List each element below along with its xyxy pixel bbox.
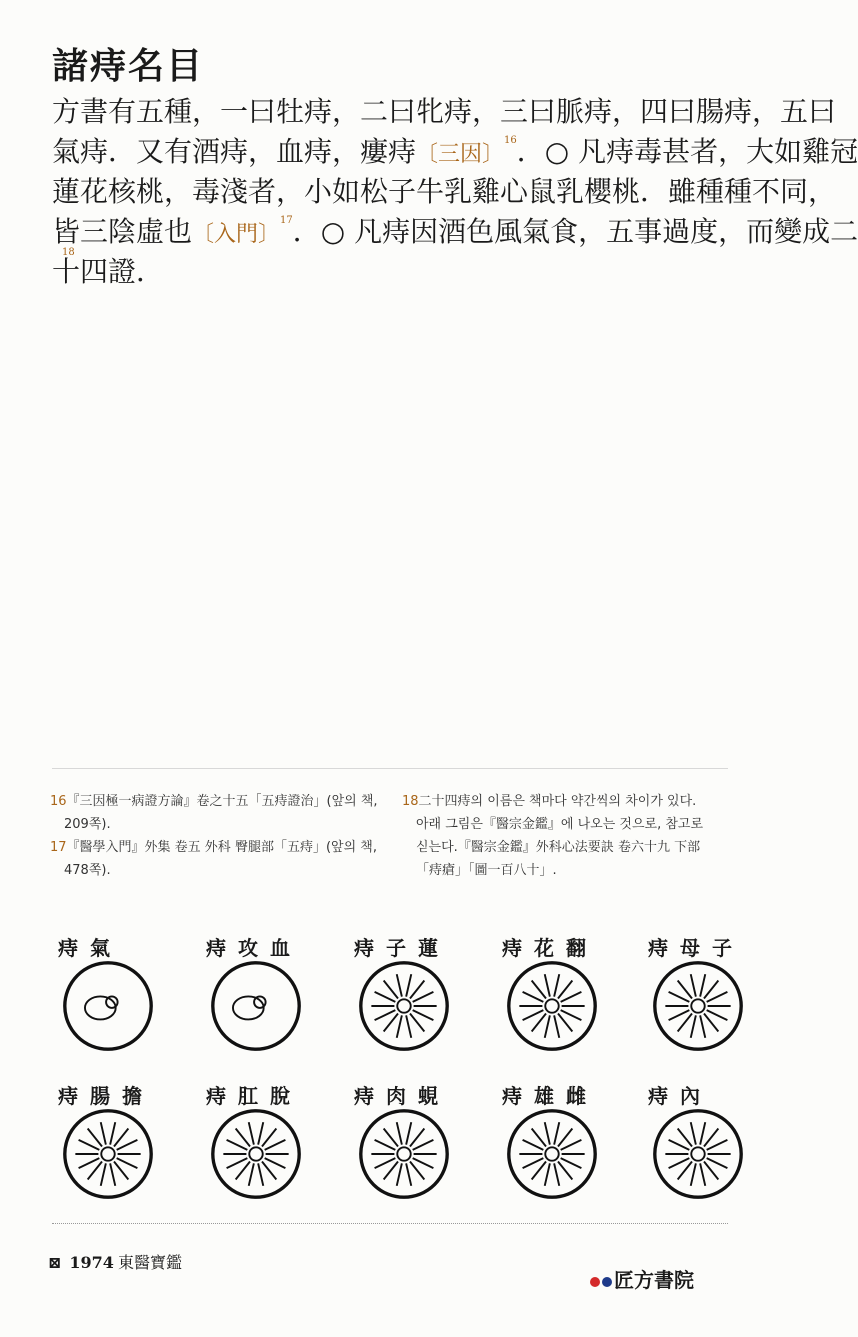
diagram-label: 痔氣 (58, 936, 122, 960)
diagram-label: 痔肛脫 (206, 1084, 302, 1108)
page-mark-icon: ⊠ (48, 1253, 62, 1272)
text-segment: ．○ 凡痔毒甚者，大如雞冠 (516, 135, 858, 168)
text-segment: ．○ 凡痔因酒色風氣食，五事過度，而變成二 (292, 215, 858, 248)
text-segment: 氣痔．又有酒痔，血痔，瘻痔 (52, 135, 417, 168)
footnote-marker[interactable]: 18 (62, 247, 75, 258)
diagram-label: 痔子蓮 (354, 936, 450, 960)
hemorrhoid-diagram (650, 1106, 746, 1202)
footnote-divider (52, 768, 728, 769)
diagram-label: 痔母子 (648, 936, 744, 960)
footnote-text: 二十四痔의 이름은 책마다 약간씩의 차이가 있다. (418, 794, 697, 809)
diagram-label: 痔花翻 (502, 936, 598, 960)
text-line-4 (52, 212, 858, 252)
text-line-1: 方書有五種，一曰牡痔，二曰牝痔，三曰脈痔，四曰腸痔，五曰 (52, 95, 837, 128)
text-line-3: 蓮花核桃，毒淺者，小如松子牛乳雞心鼠乳櫻桃．雖種種不同， (52, 175, 837, 208)
diagram-label: 痔腸擔 (58, 1084, 154, 1108)
hemorrhoid-diagram (650, 958, 746, 1054)
page-number: 1974 (69, 1253, 114, 1272)
footnote-marker[interactable]: 16 (504, 135, 517, 146)
logo-dot-icon (590, 1277, 600, 1287)
footnote-text-cont: 「痔瘡」「圖一百八十」. (416, 863, 557, 878)
footnote-number: 18 (402, 794, 419, 809)
footnote-marker[interactable]: 17 (280, 215, 293, 226)
publisher-logo (590, 1264, 694, 1293)
hemorrhoid-diagram (60, 1106, 156, 1202)
diagram-label: 痔雄雌 (502, 1084, 598, 1108)
hemorrhoid-diagram (60, 958, 156, 1054)
text-line-2 (52, 132, 858, 172)
hemorrhoid-diagram (356, 958, 452, 1054)
logo-dot-icon (602, 1277, 612, 1287)
footnote-text-cont: 478쪽). (64, 863, 111, 878)
footnote-text-cont: 싣는다.『醫宗金鑑』外科心法要訣 卷六十九 下部 (416, 840, 701, 855)
diagram-label: 痔攻血 (206, 936, 302, 960)
hemorrhoid-diagram (356, 1106, 452, 1202)
footnote-text: 『醫學入門』外集 卷五 外科 臀腿部「五痔」(앞의 책, (66, 840, 377, 855)
book-title: 東醫寶鑑 (117, 1253, 182, 1272)
footnote-16 (50, 790, 380, 813)
footnote-18 (402, 790, 732, 813)
source-citation: 〔三因〕 (416, 142, 505, 167)
hemorrhoid-diagram (504, 1106, 600, 1202)
footnotes-right (402, 790, 732, 882)
page-footer (48, 1250, 182, 1273)
text-line-5: 十四證． (52, 255, 165, 288)
hemorrhoid-diagram (504, 958, 600, 1054)
page-title: 諸痔名目 (52, 46, 205, 87)
footer-divider (52, 1223, 728, 1224)
footnotes-left (50, 790, 380, 882)
footnote-17 (50, 836, 380, 859)
publisher-name: 匠方書院 (614, 1268, 694, 1292)
text-segment: 皆三陰虛也 (52, 215, 193, 248)
hemorrhoid-diagram (208, 958, 304, 1054)
diagram-label: 痔內 (648, 1084, 712, 1108)
hemorrhoid-diagram-grid (40, 930, 760, 1170)
footnote-number: 17 (50, 840, 67, 855)
footnote-text-cont: 아래 그림은『醫宗金鑑』에 나오는 것으로, 참고로 (416, 817, 704, 832)
source-citation: 〔入門〕 (192, 222, 281, 247)
footnote-text-cont: 209쪽). (64, 817, 111, 832)
hemorrhoid-diagram (208, 1106, 304, 1202)
main-text (52, 92, 858, 292)
footnote-number: 16 (50, 794, 67, 809)
footnote-text: 『三因極一病證方論』卷之十五「五痔證治」(앞의 책, (66, 794, 378, 809)
diagram-label: 痔肉蜆 (354, 1084, 450, 1108)
